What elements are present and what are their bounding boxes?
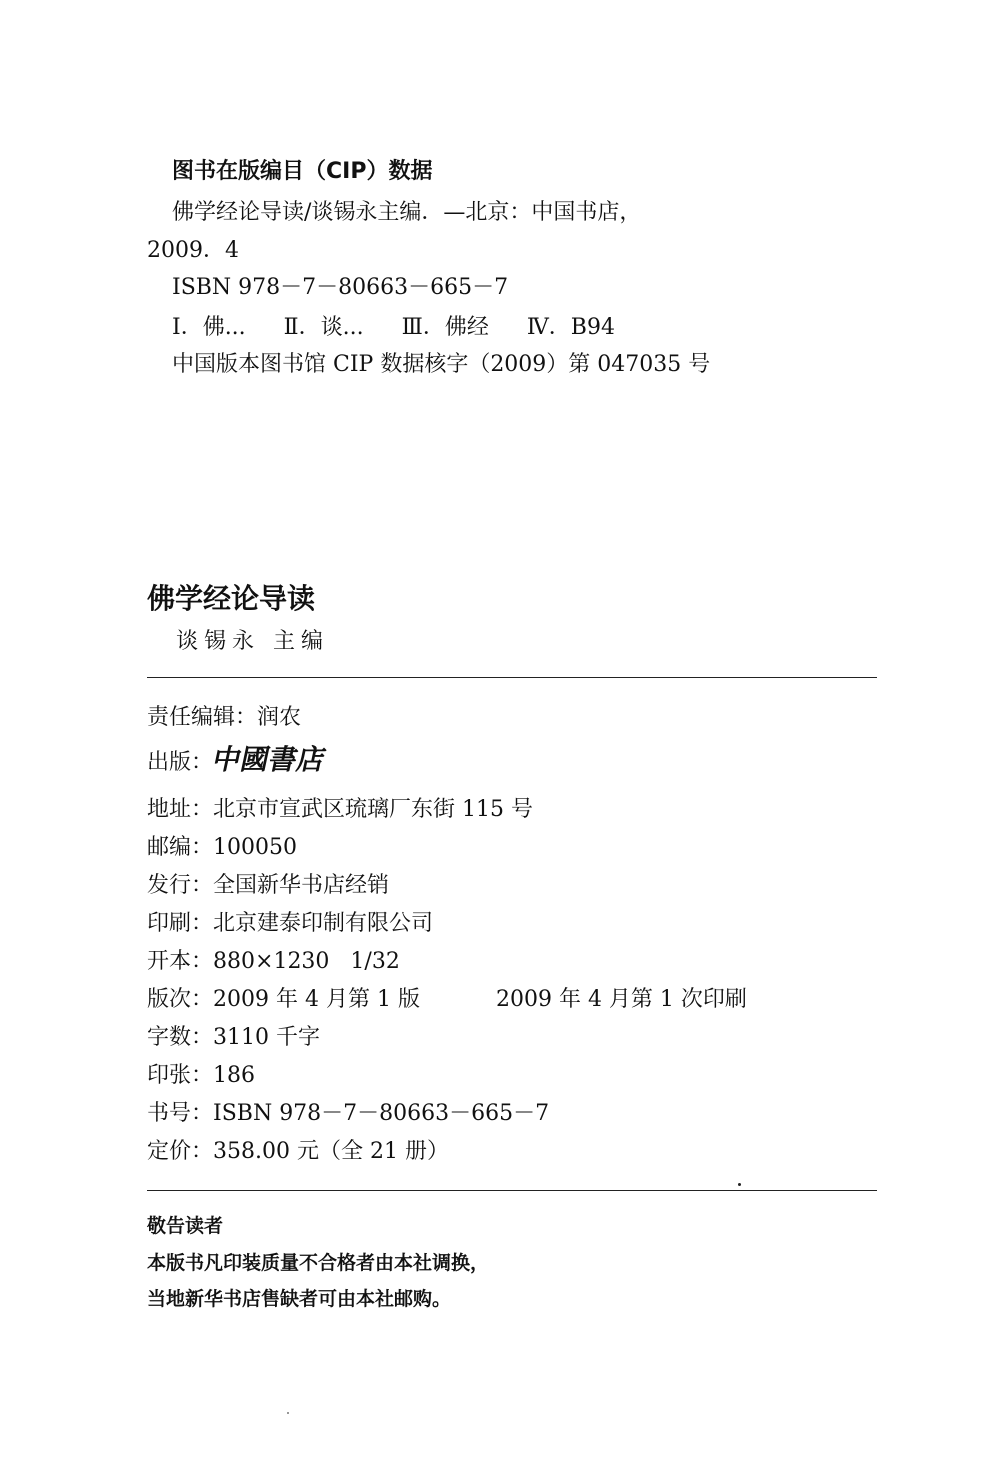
distribution-row — [147, 872, 389, 900]
booknumber-row — [147, 1100, 549, 1128]
publisher-row — [147, 742, 353, 781]
cip-class-1: Ⅰ．佛... — [172, 315, 246, 340]
distribution-label: 发行： — [147, 873, 214, 898]
printing-row — [147, 910, 433, 938]
wordcount-label: 字数： — [147, 1025, 214, 1050]
cip-heading: 图书在版编目（CIP）数据 — [172, 159, 433, 184]
notice-line-1: 本版书凡印装质量不合格者由本社调换， — [147, 1252, 490, 1274]
book-title: 佛学经论导读 — [147, 582, 316, 615]
wordcount-row — [147, 1024, 320, 1052]
postcode-row — [147, 834, 297, 862]
cip-class-3: Ⅲ．佛经 — [401, 315, 489, 340]
edition-label: 版次： — [147, 987, 214, 1012]
divider-bottom — [147, 1190, 877, 1191]
format-label: 开本： — [147, 949, 214, 974]
address-row — [147, 796, 533, 824]
ink-dot — [738, 1183, 741, 1186]
editor-row — [147, 704, 301, 732]
format-row — [147, 948, 400, 976]
cip-record: 中国版本图书馆 CIP 数据核字（2009）第 047035 号 — [172, 352, 711, 377]
scan-speck — [287, 1412, 289, 1414]
booknumber-label: 书号： — [147, 1101, 214, 1126]
price-row — [147, 1138, 449, 1166]
format-value: 880×1230 1/32 — [213, 949, 400, 974]
booknumber-value: ISBN 978－7－80663－665－7 — [213, 1101, 550, 1126]
publisher-label: 出版： — [147, 750, 214, 775]
printing-value: 北京建泰印制有限公司 — [213, 911, 434, 936]
distribution-value: 全国新华书店经销 — [213, 873, 390, 898]
divider-top — [147, 677, 877, 678]
printing-label: 印刷： — [147, 911, 214, 936]
sheets-value: 186 — [213, 1063, 256, 1088]
address-value: 北京市宣武区琉璃厂东街 115 号 — [213, 797, 533, 822]
notice-heading: 敬告读者 — [147, 1215, 224, 1237]
publisher-logo: 中國書店 — [209, 743, 329, 776]
edition-row — [147, 986, 747, 1014]
cip-line-1: 佛学经论导读/谈锡永主编．—北京：中国书店， — [172, 200, 642, 225]
cip-line-2: 2009．4 — [147, 238, 239, 263]
notice-line-2: 当地新华书店售缺者可由本社邮购。 — [147, 1288, 452, 1310]
wordcount-value: 3110 千字 — [213, 1025, 320, 1050]
postcode-value: 100050 — [213, 835, 297, 860]
edition-value: 2009 年 4 月第 1 版 — [213, 987, 420, 1012]
editor-value: 润农 — [257, 705, 302, 730]
price-label: 定价： — [147, 1139, 214, 1164]
book-author: 谈锡永 主编 — [176, 629, 329, 654]
cip-isbn: ISBN 978－7－80663－665－7 — [172, 275, 509, 300]
sheets-label: 印张： — [147, 1063, 214, 1088]
postcode-label: 邮编： — [147, 835, 214, 860]
address-label: 地址： — [147, 797, 214, 822]
edition-printing-value: 2009 年 4 月第 1 次印刷 — [495, 987, 747, 1012]
price-value: 358.00 元（全 21 册） — [213, 1139, 449, 1164]
cip-class-4: Ⅳ．B94 — [526, 315, 615, 340]
sheets-row — [147, 1062, 255, 1090]
editor-label: 责任编辑： — [147, 705, 258, 730]
cip-class-2: Ⅱ．谈... — [283, 315, 364, 340]
cip-classification — [172, 314, 615, 342]
